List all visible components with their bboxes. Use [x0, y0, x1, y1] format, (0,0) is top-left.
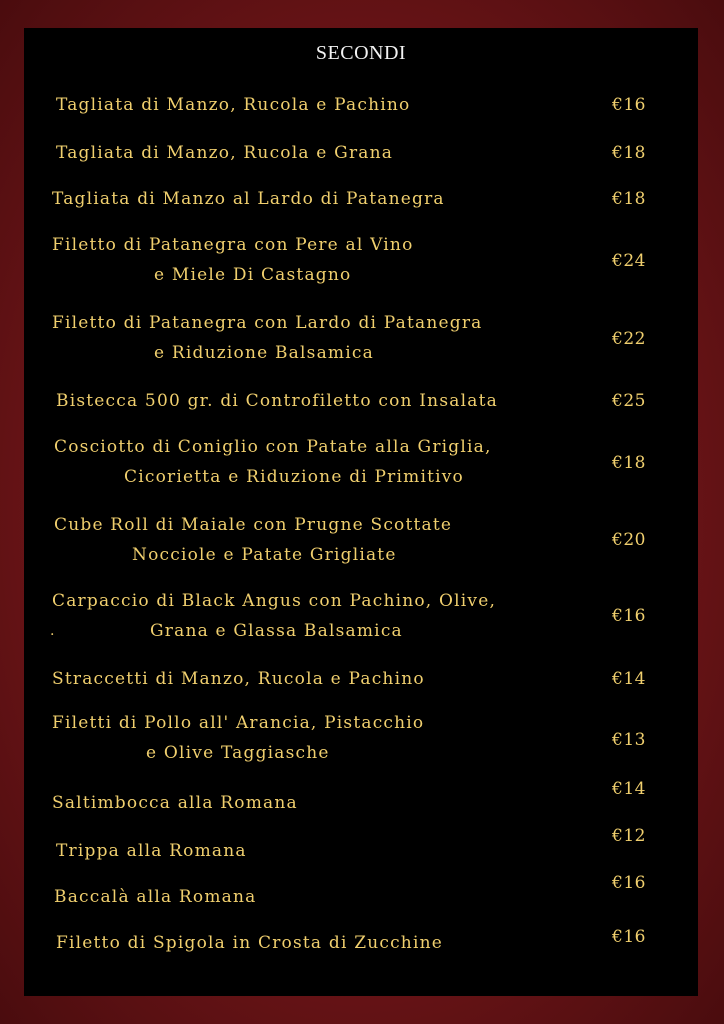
item-name: Trippa alla Romana [56, 841, 247, 861]
item-price: €20 [612, 530, 646, 550]
item-price: €12 [612, 826, 646, 846]
item-name: Cosciotto di Coniglio con Patate alla Griglia, [54, 437, 492, 457]
item-price: €18 [612, 453, 646, 473]
item-price: €16 [612, 873, 646, 893]
item-price: €16 [612, 606, 646, 626]
item-price: €16 [612, 927, 646, 947]
section-title: SECONDI [315, 42, 407, 64]
item-price: €14 [612, 669, 646, 689]
item-name: Tagliata di Manzo, Rucola e Pachino [56, 95, 411, 115]
item-name: Baccalà alla Romana [54, 887, 257, 907]
item-price: €22 [612, 329, 646, 349]
item-price: €13 [612, 730, 646, 750]
item-name: Carpaccio di Black Angus con Pachino, Olive, [52, 591, 497, 611]
item-price: €24 [612, 251, 646, 271]
item-name: Straccetti di Manzo, Rucola e Pachino [52, 669, 425, 689]
item-name-line2: e Olive Taggiasche [146, 743, 330, 763]
item-price: €25 [612, 391, 646, 411]
stray-mark: . [50, 623, 55, 639]
item-name: Tagliata di Manzo al Lardo di Patanegra [52, 189, 445, 209]
item-price: €18 [612, 189, 646, 209]
item-name-line2: Cicorietta e Riduzione di Primitivo [124, 467, 464, 487]
item-price: €16 [612, 95, 646, 115]
item-name: Filetto di Patanegra con Pere al Vino [52, 235, 414, 255]
item-name: Cube Roll di Maiale con Prugne Scottate [54, 515, 453, 535]
item-name-line2: e Miele Di Castagno [154, 265, 352, 285]
item-name: Filetti di Pollo all' Arancia, Pistacchio [52, 713, 425, 733]
item-name: Tagliata di Manzo, Rucola e Grana [56, 143, 394, 163]
item-name: Filetto di Spigola in Crosta di Zucchine [56, 933, 443, 953]
item-price: €14 [612, 779, 646, 799]
menu-panel [24, 28, 698, 996]
item-price: €18 [612, 143, 646, 163]
item-name: Bistecca 500 gr. di Controfiletto con Insalata [56, 391, 498, 411]
item-name: Saltimbocca alla Romana [52, 793, 298, 813]
item-name-line2: Nocciole e Patate Grigliate [132, 545, 397, 565]
item-name-line2: e Riduzione Balsamica [154, 343, 374, 363]
item-name-line2: Grana e Glassa Balsamica [150, 621, 403, 641]
item-name: Filetto di Patanegra con Lardo di Patanegra [52, 313, 483, 333]
